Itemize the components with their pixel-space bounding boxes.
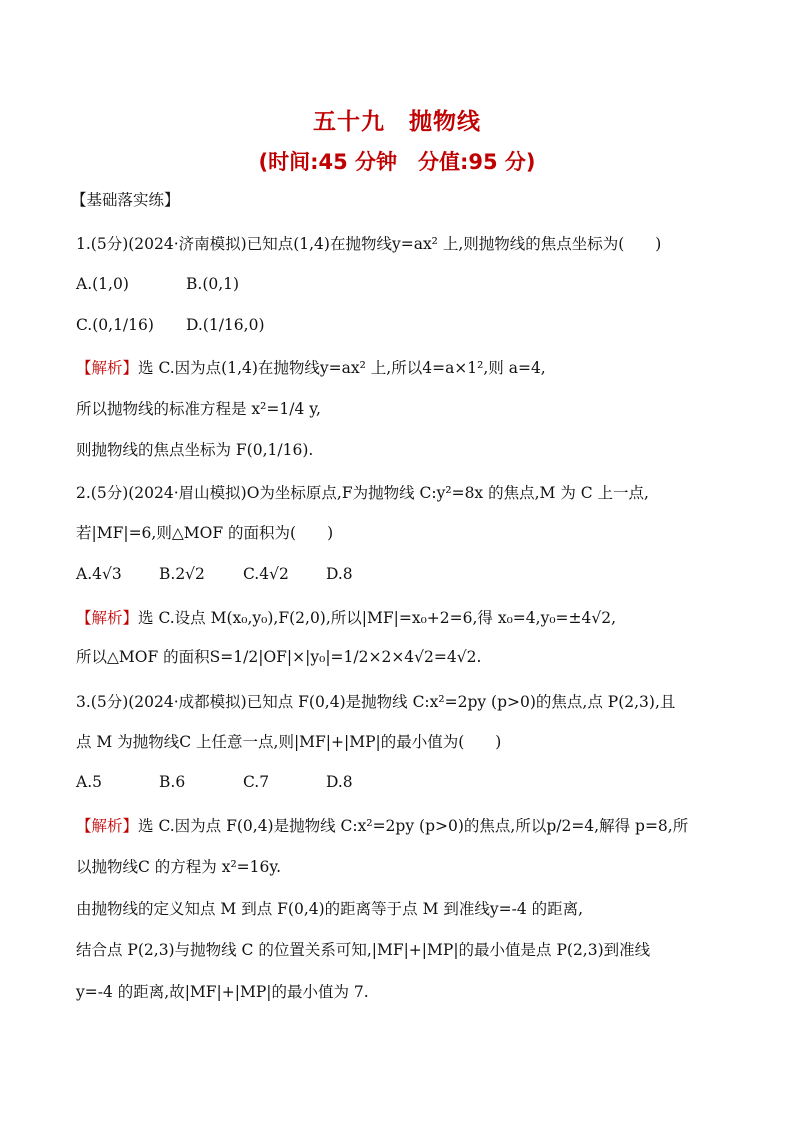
q1-option-a: A.(1,0) (76, 275, 129, 293)
q2-solution-line2: 所以△MOF 的面积S=1/2|OF|×|y₀|=1/2×2×4√2=4√2. (76, 648, 482, 666)
page-subtitle: (时间:45 分钟 分值:95 分) (258, 150, 536, 174)
q1-options-row2 (76, 313, 265, 337)
q3-solution-line5: y=-4 的距离,故|MF|+|MP|的最小值为 7. (76, 983, 369, 1001)
analysis-tag: 【解析】 (76, 609, 139, 627)
q3-solution-line4: 结合点 P(2,3)与抛物线 C 的位置关系可知,|MF|+|MP|的最小值是点 P(2,3)到准线 (76, 941, 651, 959)
q3-option-a: A.5 (76, 773, 102, 791)
q3-solution-line2: 以抛物线C 的方程为 x²=16y. (76, 858, 282, 876)
q2-option-b: B.2√2 (159, 565, 205, 583)
q2-solution-line1: 【解析】选 C.设点 M(x₀,y₀),F(2,0),所以|MF|=x₀+2=6,得 x₀=4,y₀=±4√2, (76, 609, 617, 627)
q3-option-c: C.7 (243, 773, 270, 791)
q3-option-d: D.8 (326, 773, 353, 791)
q2-option-c: C.4√2 (243, 565, 289, 583)
q1-solution-line1: 【解析】选 C.因为点(1,4)在抛物线y=ax² 上,所以4=a×1²,则 a=4, (76, 359, 546, 377)
q3-solution-line1: 【解析】选 C.因为点 F(0,4)是抛物线 C:x²=2py (p>0)的焦点,所以p/2=4,解得 p=8,所 (76, 817, 689, 835)
q3-solution-line3: 由抛物线的定义知点 M 到点 F(0,4)的距离等于点 M 到准线y=-4 的距离, (76, 900, 584, 918)
q2-option-d: D.8 (326, 565, 353, 583)
q3-stem: 3.(5分)(2024·成都模拟)已知点 F(0,4)是抛物线 C:x²=2py (p>0)的焦点,点 P(2,3),且 (76, 693, 676, 711)
q1-option-b: B.(0,1) (186, 275, 240, 293)
q1-solution-line3: 则抛物线的焦点坐标为 F(0,1/16). (76, 441, 314, 459)
q3-stem-cont: 点 M 为抛物线C 上任意一点,则|MF|+|MP|的最小值为( ) (76, 733, 502, 751)
q1-option-d: D.(1/16,0) (186, 316, 265, 334)
q3-option-b: B.6 (159, 773, 186, 791)
page-title: 五十九 抛物线 (313, 109, 481, 135)
q1-options-row1 (76, 272, 239, 296)
q2-stem-cont: 若|MF|=6,则△MOF 的面积为( ) (76, 524, 334, 542)
section-heading: 【基础落实练】 (71, 191, 180, 209)
q1-option-c: C.(0,1/16) (76, 316, 154, 334)
q2-stem: 2.(5分)(2024·眉山模拟)O为坐标原点,F为抛物线 C:y²=8x 的焦点,M 为 C 上一点, (76, 484, 649, 502)
analysis-tag: 【解析】 (76, 359, 139, 377)
q1-solution-line2: 所以抛物线的标准方程是 x²=1/4 y, (76, 400, 321, 418)
q3-options (76, 770, 353, 794)
q2-option-a: A.4√3 (76, 565, 122, 583)
q1-stem: 1.(5分)(2024·济南模拟)已知点(1,4)在抛物线y=ax² 上,则抛物线的焦点坐标为( ) (76, 235, 662, 253)
analysis-tag: 【解析】 (76, 817, 139, 835)
q2-options (76, 562, 353, 586)
